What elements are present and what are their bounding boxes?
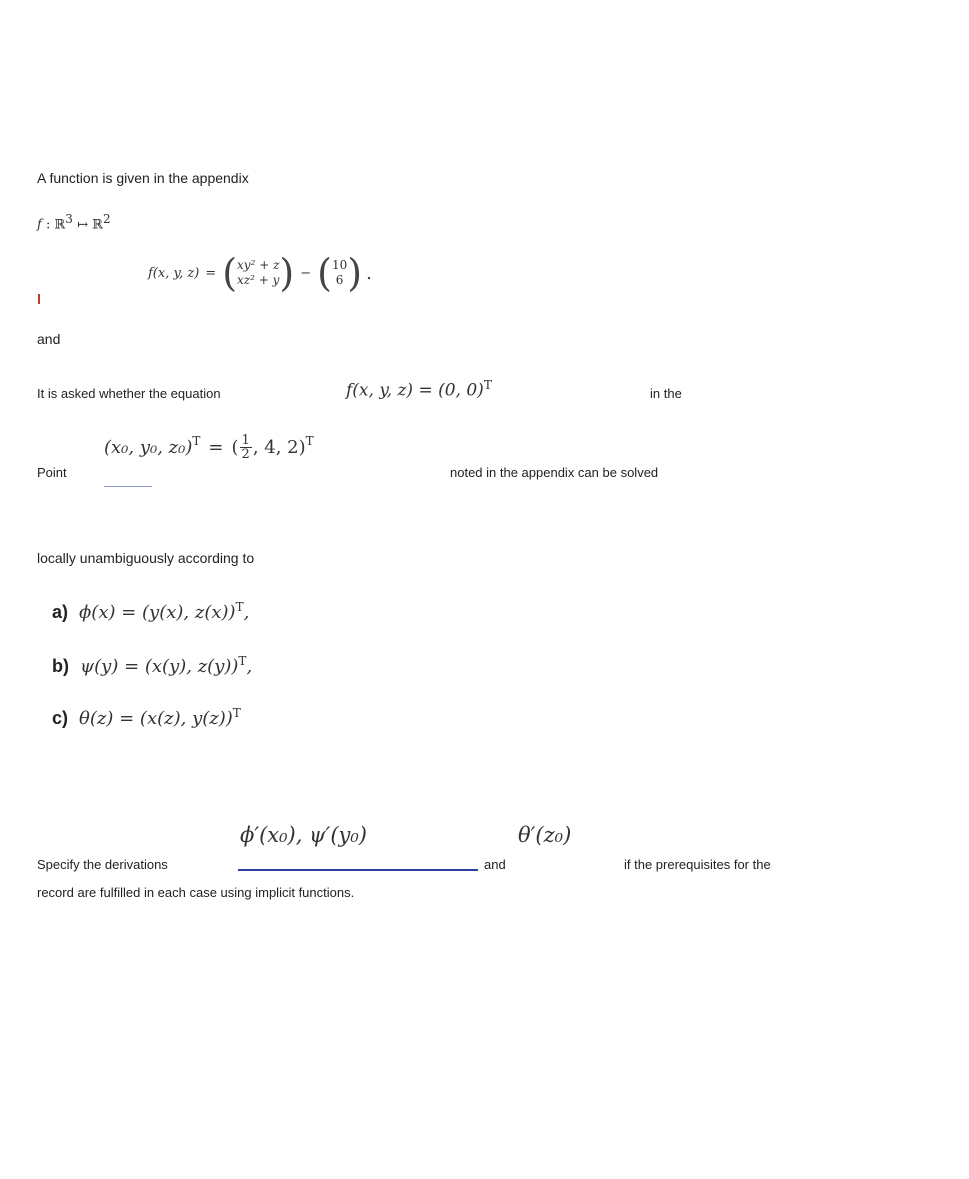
point-transpose-rhs: T [305, 434, 314, 448]
point-transpose-lhs: T [192, 434, 201, 448]
option-a [52, 600, 249, 623]
definition-minus: − [300, 265, 312, 281]
point-underline [104, 486, 152, 487]
close-paren-icon: ) [279, 251, 295, 295]
mapping-f: f [37, 217, 42, 233]
fraction-denominator: 2 [241, 447, 250, 462]
intro-text: A function is given in the appendix [37, 170, 249, 186]
open-paren-icon: ( [222, 251, 238, 295]
function-definition [148, 251, 372, 295]
definition-lhs: f(x, y, z) [148, 265, 200, 281]
specify-line2: record are fulfilled in each case using implicit functions. [37, 885, 355, 900]
option-b-expr: ψ(y) = (x(y), z(y)) [80, 656, 239, 677]
mapping-domain: ℝ [54, 217, 66, 233]
close-paren-icon: ) [347, 251, 363, 295]
option-b [52, 654, 252, 677]
cursor-mark [38, 294, 40, 304]
equation-transpose: T [483, 378, 492, 392]
option-c [52, 706, 241, 729]
open-paren-icon: ( [317, 251, 332, 295]
option-b-letter: b) [52, 656, 69, 676]
option-a-sup: T [235, 600, 244, 614]
mapping-colon: : [45, 217, 51, 233]
point-equation [104, 434, 314, 461]
option-a-letter: a) [52, 602, 69, 622]
constant-top: 10 [331, 258, 348, 272]
and-word: and [37, 331, 61, 347]
specify-and: and [484, 857, 506, 872]
option-b-tail: , [246, 656, 253, 677]
specify-deriv1: ϕ′(x₀), ψ′(y₀) [240, 823, 367, 847]
question-equation [346, 378, 492, 401]
point-rest: , 4, 2) [252, 437, 306, 458]
option-c-letter: c) [52, 708, 69, 728]
point-suffix: noted in the appendix can be solved [450, 465, 659, 480]
constant-column [332, 258, 347, 288]
vector-bottom: xz² + y [237, 273, 280, 287]
specify-prefix: Specify the derivations [37, 857, 168, 872]
mapping-codomain-exp: 2 [102, 212, 111, 226]
vector-column [237, 258, 279, 288]
question-prefix: It is asked whether the equation [37, 386, 221, 401]
point-fraction [240, 434, 252, 461]
specify-deriv2: θ′(z₀) [518, 823, 572, 847]
constant-bottom: 6 [335, 273, 344, 287]
point-label: Point [37, 465, 67, 480]
locally-text: locally unambiguously according to [37, 550, 255, 566]
mapping-codomain: ℝ [92, 217, 103, 233]
specify-suffix: if the prerequisites for the [624, 857, 771, 872]
option-a-expr: ϕ(x) = (y(x), z(x)) [79, 602, 236, 623]
question-suffix: in the [650, 386, 682, 401]
vector-top: xy² + z [237, 258, 280, 272]
function-mapping [37, 212, 111, 232]
point-open-paren: ( [231, 437, 239, 458]
option-a-tail: , [243, 602, 250, 623]
point-lhs: (x₀, y₀, z₀) [104, 437, 193, 458]
equation-lhs: f(x, y, z) = (0, 0) [346, 380, 484, 401]
definition-equals: = [205, 265, 217, 281]
option-b-sup: T [238, 654, 247, 668]
point-equals: = [208, 437, 224, 458]
fraction-numerator: 1 [241, 433, 250, 448]
mapping-arrow: ↦ [77, 217, 88, 233]
mapping-domain-exp: 3 [65, 212, 73, 226]
option-c-expr: θ(z) = (x(z), y(z)) [79, 708, 233, 729]
deriv1-underline [238, 869, 478, 871]
option-c-sup: T [232, 706, 241, 720]
definition-period: . [366, 262, 372, 284]
